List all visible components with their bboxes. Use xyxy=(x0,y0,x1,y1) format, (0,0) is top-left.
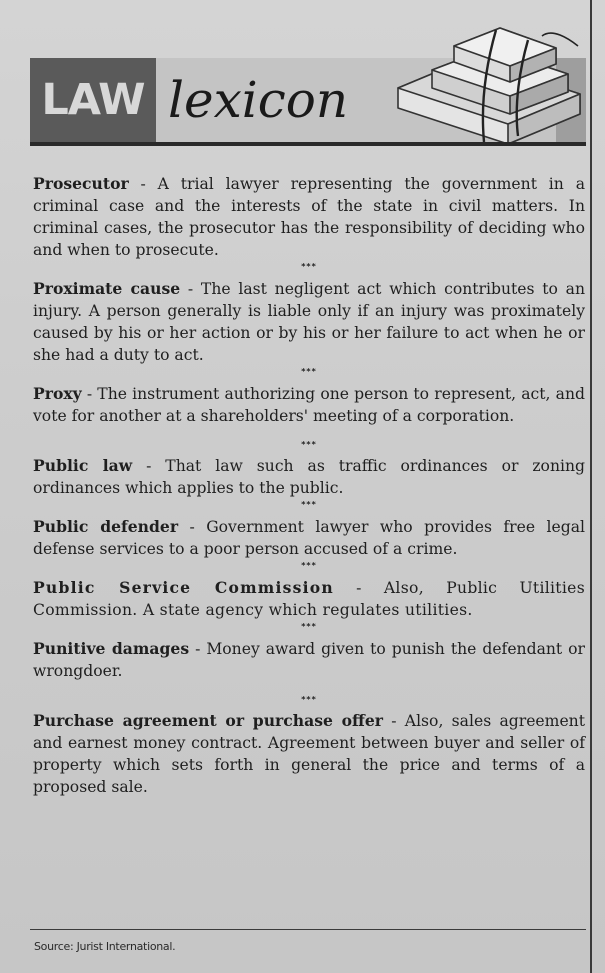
masthead-law: LAW xyxy=(30,58,156,142)
separator: *** xyxy=(301,695,317,704)
entry xyxy=(33,638,585,682)
footer-rule xyxy=(30,929,586,930)
entry xyxy=(33,173,585,261)
entry-term: Public law xyxy=(33,456,133,475)
entry xyxy=(33,278,585,366)
entry-term: Public Service Commission xyxy=(33,578,334,597)
entry-definition: - The last negligent act which contributes to an injury. A person generally is liable only if an injury was proximately caused by his or her action or by his or her failure to act when he or she had a duty to act. xyxy=(33,280,585,364)
entry xyxy=(33,577,585,621)
entry-definition: - Also, Public Utilities Commission. A state agency which regulates utilities. xyxy=(33,579,585,619)
entry-definition: - The instrument authorizing one person to represent, act, and vote for another at a shareholders' meeting of a corporation. xyxy=(33,385,585,425)
source-credit: Source: Jurist International. xyxy=(34,940,176,953)
entry-term: Proxy xyxy=(33,384,82,403)
entry xyxy=(33,383,585,427)
entry-definition: - Also, sales agreement and earnest money contract. Agreement between buyer and seller of property which sets forth in general the price and terms of a proposed sale. xyxy=(33,712,585,796)
entry-definition: - Money award given to punish the defendant or wrongdoer. xyxy=(33,640,586,680)
separator: *** xyxy=(301,500,317,509)
masthead-rule xyxy=(30,142,586,146)
separator: *** xyxy=(301,440,317,449)
entry xyxy=(33,455,585,499)
separator: *** xyxy=(301,262,317,271)
separator: *** xyxy=(301,367,317,376)
entry-term: Purchase agreement or purchase offer xyxy=(33,711,383,730)
entry xyxy=(33,710,585,798)
entry-term: Public defender xyxy=(33,517,179,536)
entry xyxy=(33,516,585,560)
lexicon-entries xyxy=(33,173,585,798)
entry-term: Prosecutor xyxy=(33,174,129,193)
masthead-lexicon: lexicon xyxy=(156,58,556,142)
entry-definition: - Government lawyer who provides free legal defense services to a poor person accused of a crime. xyxy=(33,518,585,558)
entry-definition: - A trial lawyer representing the government in a criminal case and the interests of the state in civil matters. In criminal cases, the prosecutor has the responsibility of deciding who and when to prosecute. xyxy=(33,175,585,259)
column-rule xyxy=(590,0,592,973)
separator: *** xyxy=(301,622,317,631)
entry-definition: - That law such as traffic ordinances or zoning ordinances which applies to the public. xyxy=(33,457,585,497)
entry-term: Proximate cause xyxy=(33,279,181,298)
separator: *** xyxy=(301,561,317,570)
entry-term: Punitive damages xyxy=(33,639,190,658)
books-illustration-icon xyxy=(392,18,588,148)
